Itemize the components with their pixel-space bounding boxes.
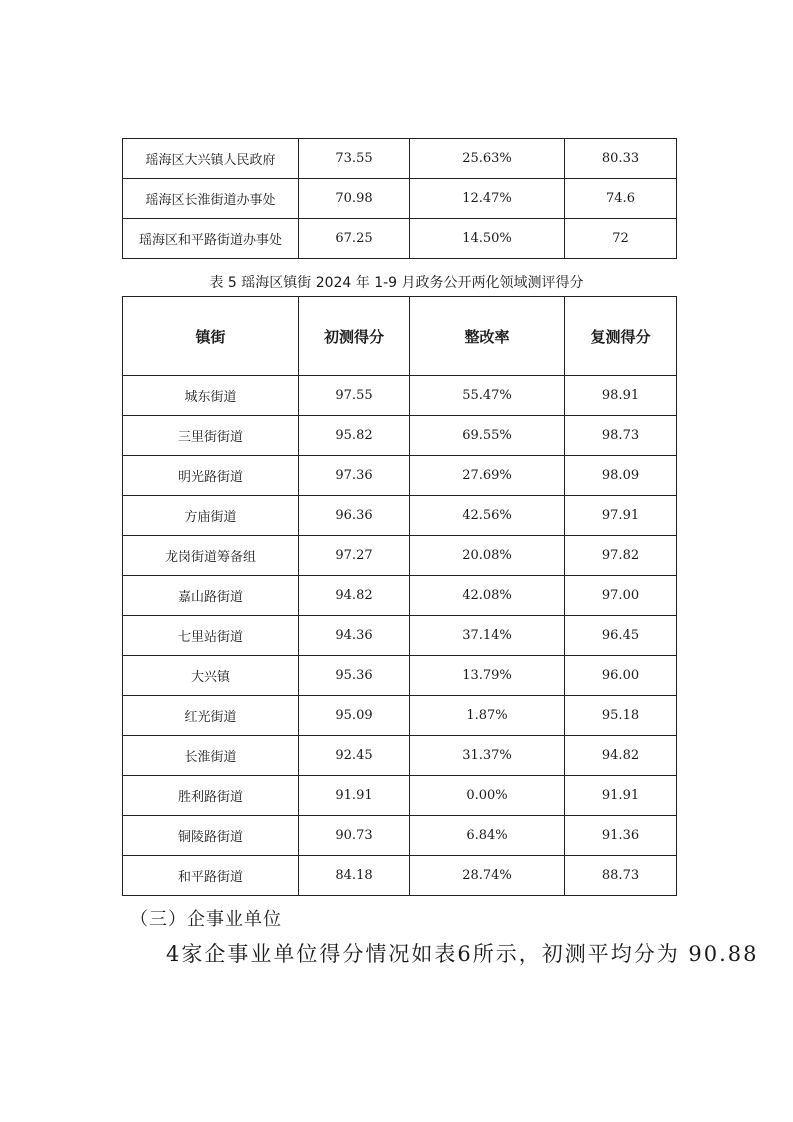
cell-initial-score: 67.25 <box>299 219 410 259</box>
cell-retest-score: 96.45 <box>565 616 677 656</box>
cell-initial-score: 95.09 <box>299 696 410 736</box>
cell-initial-score: 73.55 <box>299 139 410 179</box>
table-row <box>123 616 677 656</box>
table-row <box>123 179 677 219</box>
cell-retest-score: 91.91 <box>565 776 677 816</box>
cell-name: 城东街道 <box>123 376 299 416</box>
table-row <box>123 696 677 736</box>
table-row <box>123 736 677 776</box>
cell-rectification-rate: 27.69% <box>410 456 565 496</box>
cell-name: 明光路街道 <box>123 456 299 496</box>
cell-rectification-rate: 0.00% <box>410 776 565 816</box>
cell-name: 胜利路街道 <box>123 776 299 816</box>
cell-initial-score: 97.36 <box>299 456 410 496</box>
main-table-body <box>123 376 677 896</box>
cell-rectification-rate: 42.56% <box>410 496 565 536</box>
table-row <box>123 416 677 456</box>
cell-rectification-rate: 20.08% <box>410 536 565 576</box>
cell-retest-score: 91.36 <box>565 816 677 856</box>
cell-initial-score: 94.82 <box>299 576 410 616</box>
cell-retest-score: 97.91 <box>565 496 677 536</box>
cell-retest-score: 95.18 <box>565 696 677 736</box>
cell-name: 大兴镇 <box>123 656 299 696</box>
table-header <box>123 297 677 376</box>
cell-retest-score: 97.00 <box>565 576 677 616</box>
table-row <box>123 776 677 816</box>
table-row <box>123 376 677 416</box>
cell-name: 方庙街道 <box>123 496 299 536</box>
cell-initial-score: 95.82 <box>299 416 410 456</box>
header-rectification-rate: 整改率 <box>410 297 565 376</box>
cell-initial-score: 90.73 <box>299 816 410 856</box>
table-row <box>123 536 677 576</box>
cell-rectification-rate: 28.74% <box>410 856 565 896</box>
cell-retest-score: 72 <box>565 219 677 259</box>
cell-retest-score: 96.00 <box>565 656 677 696</box>
cell-rectification-rate: 12.47% <box>410 179 565 219</box>
cell-rectification-rate: 37.14% <box>410 616 565 656</box>
cell-rectification-rate: 31.37% <box>410 736 565 776</box>
cell-rectification-rate: 13.79% <box>410 656 565 696</box>
cell-name: 铜陵路街道 <box>123 816 299 856</box>
table-row <box>123 219 677 259</box>
cell-initial-score: 96.36 <box>299 496 410 536</box>
cell-name: 瑶海区大兴镇人民政府 <box>123 139 299 179</box>
cell-rectification-rate: 55.47% <box>410 376 565 416</box>
cell-initial-score: 97.27 <box>299 536 410 576</box>
cell-retest-score: 94.82 <box>565 736 677 776</box>
cell-name: 三里街街道 <box>123 416 299 456</box>
cell-rectification-rate: 6.84% <box>410 816 565 856</box>
cell-name: 瑶海区长淮街道办事处 <box>123 179 299 219</box>
cell-initial-score: 91.91 <box>299 776 410 816</box>
header-row <box>123 297 677 376</box>
continued-score-table <box>122 138 677 259</box>
cell-initial-score: 70.98 <box>299 179 410 219</box>
cell-name: 和平路街道 <box>123 856 299 896</box>
town-street-score-table <box>122 296 677 896</box>
cell-retest-score: 98.91 <box>565 376 677 416</box>
cell-initial-score: 95.36 <box>299 656 410 696</box>
body-paragraph: 4家企事业单位得分情况如表6所示，初测平均分为 90.88 <box>166 942 759 966</box>
table-row <box>123 496 677 536</box>
table-row <box>123 139 677 179</box>
cell-initial-score: 94.36 <box>299 616 410 656</box>
cell-rectification-rate: 42.08% <box>410 576 565 616</box>
cell-initial-score: 84.18 <box>299 856 410 896</box>
header-retest-score: 复测得分 <box>565 297 677 376</box>
cell-name: 嘉山路街道 <box>123 576 299 616</box>
cell-name: 红光街道 <box>123 696 299 736</box>
cell-initial-score: 92.45 <box>299 736 410 776</box>
table-row <box>123 816 677 856</box>
table-caption: 表 5 瑶海区镇街 2024 年 1-9 月政务公开两化领域测评得分 <box>209 275 584 291</box>
cell-retest-score: 98.73 <box>565 416 677 456</box>
cell-rectification-rate: 69.55% <box>410 416 565 456</box>
cell-initial-score: 97.55 <box>299 376 410 416</box>
cell-retest-score: 98.09 <box>565 456 677 496</box>
continued-table-body <box>123 139 677 259</box>
table-row <box>123 576 677 616</box>
cell-rectification-rate: 1.87% <box>410 696 565 736</box>
cell-retest-score: 80.33 <box>565 139 677 179</box>
table-row <box>123 456 677 496</box>
header-initial-score: 初测得分 <box>299 297 410 376</box>
cell-name: 瑶海区和平路街道办事处 <box>123 219 299 259</box>
cell-rectification-rate: 14.50% <box>410 219 565 259</box>
table-row <box>123 856 677 896</box>
table-row <box>123 656 677 696</box>
cell-name: 龙岗街道筹备组 <box>123 536 299 576</box>
cell-name: 七里站街道 <box>123 616 299 656</box>
cell-retest-score: 97.82 <box>565 536 677 576</box>
cell-retest-score: 88.73 <box>565 856 677 896</box>
cell-name: 长淮街道 <box>123 736 299 776</box>
cell-rectification-rate: 25.63% <box>410 139 565 179</box>
header-town-street: 镇街 <box>123 297 299 376</box>
cell-retest-score: 74.6 <box>565 179 677 219</box>
section-heading: （三）企事业单位 <box>130 909 282 930</box>
